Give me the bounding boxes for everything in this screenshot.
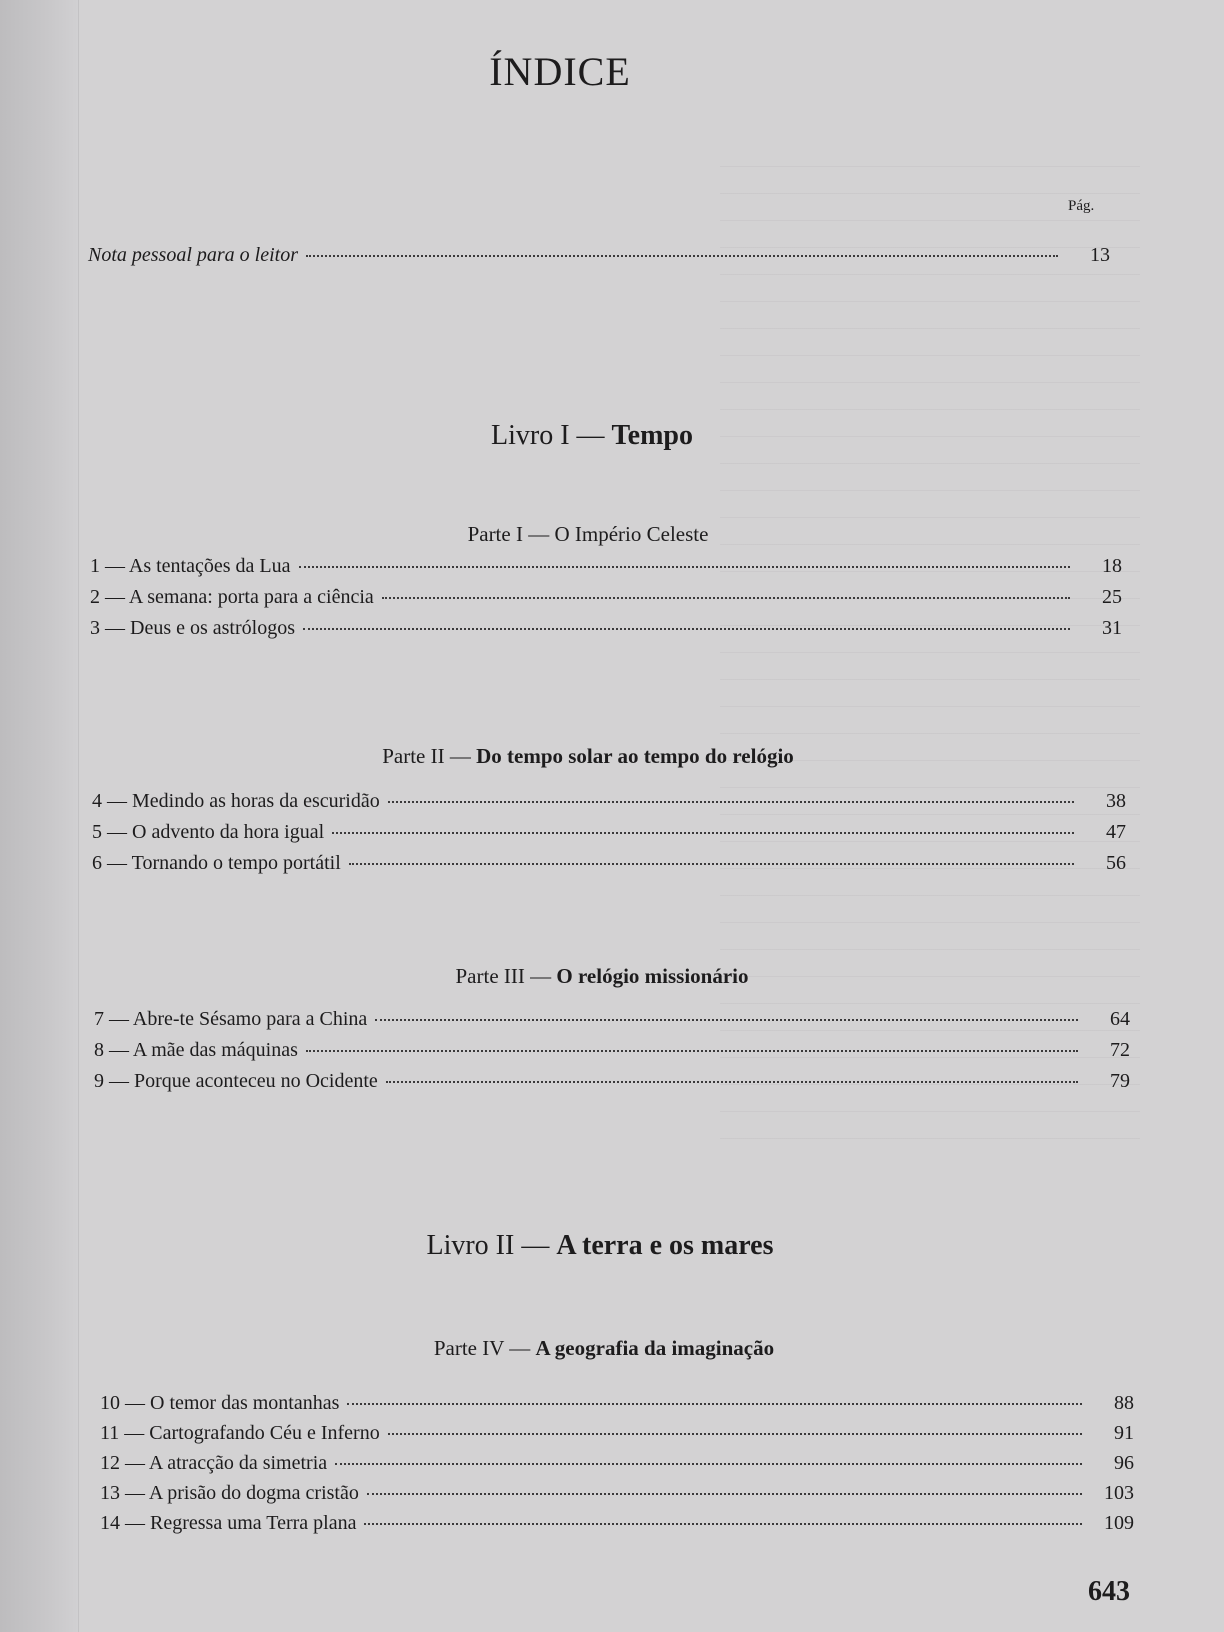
leader-dots <box>306 254 1058 257</box>
toc-entry-page: 18 <box>1102 555 1122 577</box>
toc-entry <box>90 586 1122 614</box>
leader-dots <box>303 627 1070 630</box>
toc-entry-title: 14 — Regressa uma Terra plana <box>100 1512 357 1534</box>
toc-entry <box>100 1452 1134 1480</box>
toc-entry-page: 47 <box>1106 821 1126 843</box>
toc-entry-page: 38 <box>1106 790 1126 812</box>
toc-entry-page: 91 <box>1114 1422 1134 1444</box>
toc-entry-page: 64 <box>1110 1008 1130 1030</box>
leader-dots <box>388 800 1074 803</box>
toc-entry <box>94 1008 1130 1036</box>
toc-entry-title: 12 — A atracção da simetria <box>100 1452 328 1474</box>
toc-entry <box>100 1482 1134 1510</box>
leader-dots <box>306 1049 1078 1052</box>
book-heading-1 <box>0 420 1204 452</box>
toc-entry-title: 3 — Deus e os astrólogos <box>90 617 295 639</box>
toc-entry-page: 72 <box>1110 1039 1130 1061</box>
toc-entry <box>100 1422 1134 1450</box>
leader-dots <box>335 1462 1082 1465</box>
book-heading-2 <box>0 1230 1212 1262</box>
toc-entry-title: 7 — Abre-te Sésamo para a China <box>94 1008 368 1030</box>
part-heading-name: A geografia da imaginação <box>535 1336 775 1360</box>
toc-entry <box>94 1039 1130 1067</box>
book-heading-name: A terra e os mares <box>556 1230 774 1261</box>
toc-entry <box>92 821 1126 849</box>
toc-entry <box>90 617 1122 645</box>
leader-dots <box>364 1522 1082 1525</box>
page-number: 643 <box>1088 1576 1130 1607</box>
leader-dots <box>349 862 1074 865</box>
page-gutter-shadow <box>0 0 79 1632</box>
toc-entry <box>100 1392 1134 1420</box>
leader-dots <box>375 1018 1078 1021</box>
toc-entry-title: 2 — A semana: porta para a ciência <box>90 586 374 608</box>
leader-dots <box>386 1080 1078 1083</box>
toc-entry-page: 13 <box>1090 244 1110 266</box>
page-column-label: Pág. <box>1068 198 1095 214</box>
toc-entry <box>92 790 1126 818</box>
leader-dots <box>299 565 1071 568</box>
leader-dots <box>388 1432 1082 1435</box>
part-heading-prefix: Parte I — <box>467 522 555 546</box>
page-title: ÍNDICE <box>489 49 631 94</box>
toc-entry <box>94 1070 1130 1098</box>
toc-entry-title: 8 — A mãe das máquinas <box>94 1039 298 1061</box>
toc-entry-title: 5 — O advento da hora igual <box>92 821 325 843</box>
toc-entry <box>92 852 1126 880</box>
toc-entry-intro <box>88 244 1110 272</box>
toc-entry-page: 109 <box>1104 1512 1134 1534</box>
part-heading-prefix: Parte II — <box>382 744 477 768</box>
toc-entry-title: 4 — Medindo as horas da escuridão <box>92 790 380 812</box>
leader-dots <box>367 1492 1082 1495</box>
toc-entry-page: 25 <box>1102 586 1122 608</box>
part-heading-3 <box>0 964 1214 989</box>
toc-entry <box>100 1512 1134 1540</box>
toc-entry <box>90 555 1122 583</box>
toc-entry-page: 79 <box>1110 1070 1130 1092</box>
part-heading-prefix: Parte IV — <box>433 1336 536 1360</box>
toc-entry-title: 6 — Tornando o tempo portátil <box>92 852 341 874</box>
toc-entry-page: 96 <box>1114 1452 1134 1474</box>
toc-entry-page: 31 <box>1102 617 1122 639</box>
part-heading-2 <box>0 744 1200 769</box>
part-heading-4 <box>0 1336 1216 1361</box>
book-heading-name: Tempo <box>611 420 693 451</box>
part-heading-name: O Império Celeste <box>554 522 709 546</box>
leader-dots <box>382 596 1070 599</box>
part-heading-prefix: Parte III — <box>455 964 557 988</box>
toc-entry-page: 88 <box>1114 1392 1134 1414</box>
toc-entry-page: 56 <box>1106 852 1126 874</box>
book-heading-prefix: Livro II — <box>426 1230 557 1261</box>
book-heading-prefix: Livro I — <box>491 420 612 451</box>
toc-entry-title: 11 — Cartografando Céu e Inferno <box>100 1422 380 1444</box>
toc-entry-title: Nota pessoal para o leitor <box>88 244 299 266</box>
leader-dots <box>347 1402 1082 1405</box>
toc-entry-title: 10 — O temor das montanhas <box>100 1392 340 1414</box>
toc-entry-title: 1 — As tentações da Lua <box>90 555 291 577</box>
part-heading-name: Do tempo solar ao tempo do relógio <box>476 744 794 768</box>
part-heading-1 <box>0 522 1200 547</box>
leader-dots <box>332 831 1074 834</box>
toc-entry-title: 9 — Porque aconteceu no Ocidente <box>94 1070 378 1092</box>
toc-entry-page: 103 <box>1104 1482 1134 1504</box>
part-heading-name: O relógio missionário <box>556 964 749 988</box>
toc-entry-title: 13 — A prisão do dogma cristão <box>100 1482 359 1504</box>
